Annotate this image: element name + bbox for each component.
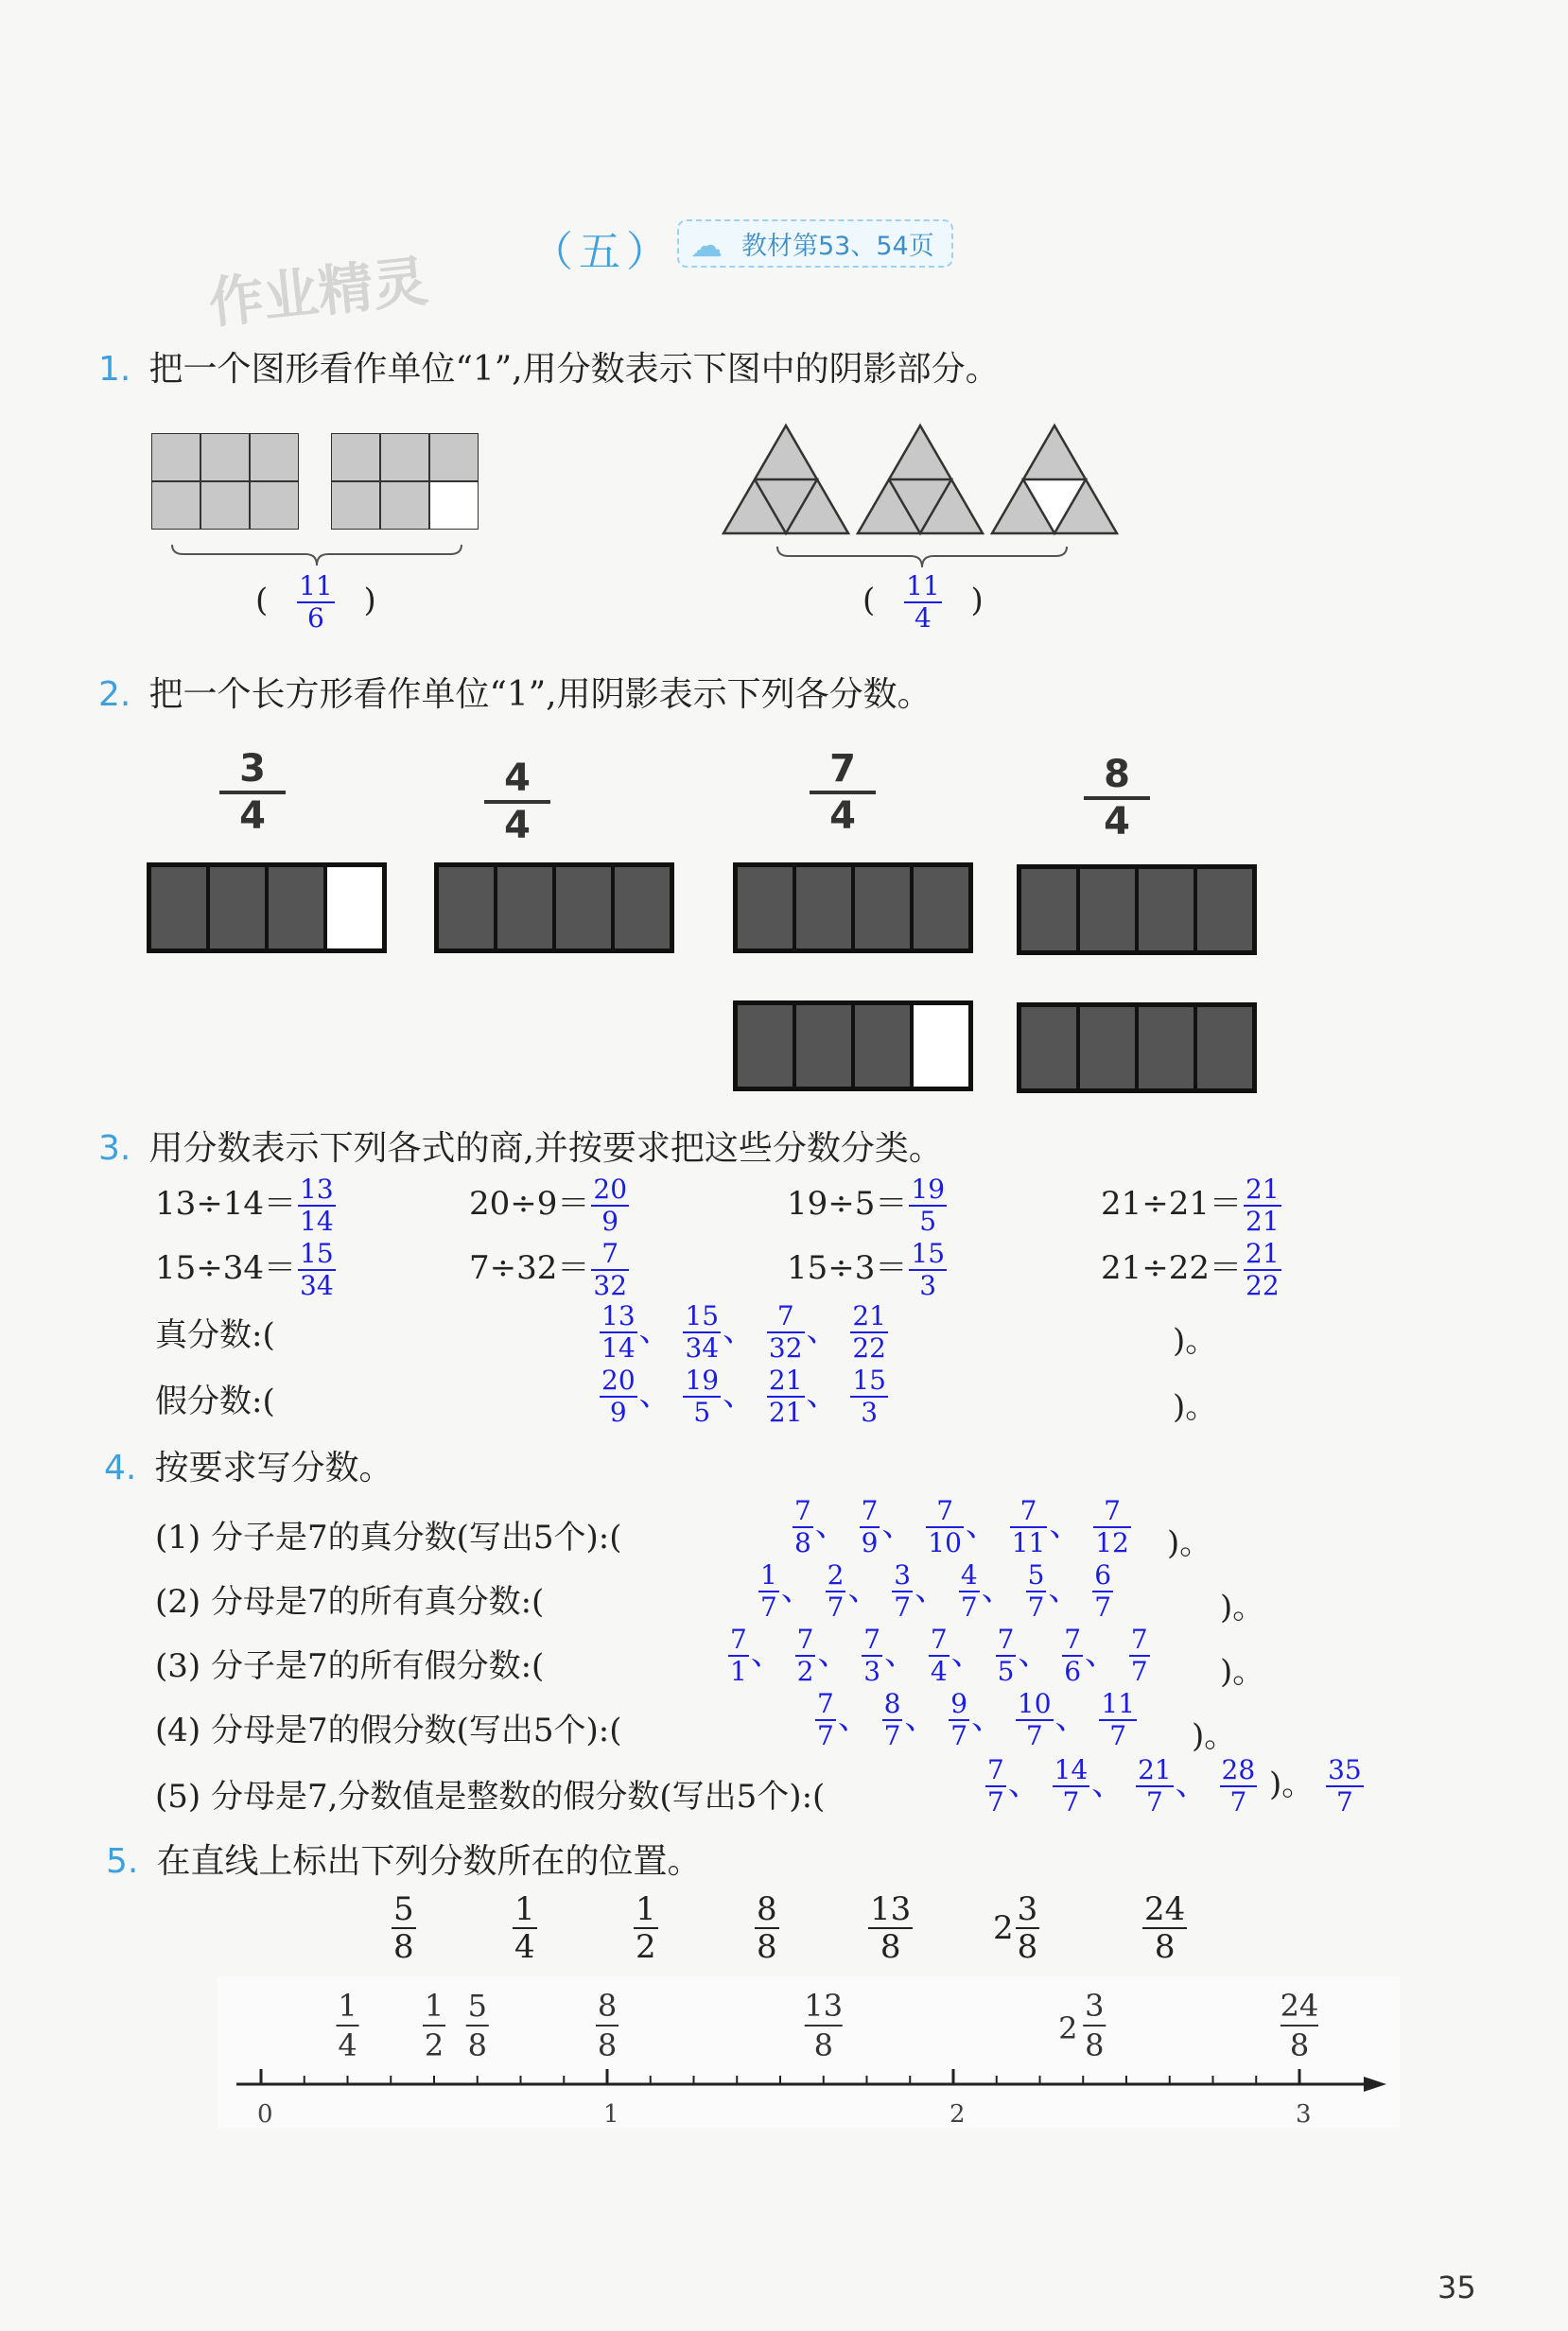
- q4-number: 4.: [104, 1449, 137, 1487]
- q2-rect-7-4-b: [733, 1000, 973, 1091]
- q5-number: 5.: [106, 1842, 139, 1881]
- number-line-mark-whole: 2: [1058, 2010, 1078, 2046]
- q4-item-3-answers: $\frac{7}{1}$ 、 $\frac{7}{2}$ 、 $\frac{7}{3}$ 、 $\frac{7}{4}$ 、 $\frac{7}{5}$ 、 $\frac{7}{6}$ 、 $\frac{7}{7}$: [730, 1624, 1148, 1687]
- q2-fraction-8-4: 8 4: [1084, 755, 1150, 842]
- q1-rect-answer-fraction: $\frac{11}{6}$: [299, 570, 333, 634]
- q3-eq-8: 21÷22＝ $\frac{21}{22}$: [1101, 1238, 1280, 1301]
- q3-eq-4: 21÷21＝ $\frac{21}{21}$: [1101, 1174, 1280, 1237]
- number-line-mark-numerator: 5: [467, 1988, 487, 2024]
- number-line-mark-numerator: 3: [1085, 1988, 1105, 2024]
- q5-given-1: $\frac{5}{8}$: [393, 1890, 414, 1966]
- number-line-axis-label: 0: [257, 2100, 273, 2128]
- q5-given-4: $\frac{8}{8}$: [757, 1890, 777, 1966]
- section-title: （五）: [531, 228, 673, 276]
- textbook-ref-badge: [677, 219, 953, 268]
- q2-text: 把一个长方形看作单位“1”,用阴影表示下列各分数。: [148, 675, 932, 714]
- number-line-mark: [466, 1988, 489, 2063]
- q5-given-3: $\frac{1}{2}$: [636, 1890, 656, 1966]
- q1-rect-brace: [170, 541, 463, 569]
- q4-text: 按要求写分数。: [154, 1449, 393, 1487]
- number-line-mark: [423, 1988, 445, 2063]
- q3-improper-label: 假分数:(: [155, 1383, 275, 1420]
- q2-rect-7-4-a: [733, 862, 973, 953]
- q4-item-5-label: (5) 分母是7,分数值是整数的假分数(写出5个):(: [155, 1778, 826, 1816]
- q3-proper-close: )。: [1173, 1322, 1218, 1360]
- q5-number-line: [218, 1976, 1400, 2128]
- q3-proper-answers: $\frac{13}{14}$ 、 $\frac{15}{34}$ 、 $\frac{7}{32}$ 、 $\frac{21}{22}$: [601, 1300, 886, 1364]
- q1-heading: [98, 342, 1000, 391]
- q2-rect-8-4-b: [1017, 1002, 1257, 1093]
- textbook-ref-text: 教材第53、54页: [741, 232, 934, 261]
- number-line-mark-numerator: 24: [1280, 1988, 1319, 2024]
- q3-eq-7: 15÷3＝ $\frac{15}{3}$: [787, 1238, 946, 1301]
- q4-item-2-answers: $\frac{1}{7}$ 、 $\frac{2}{7}$ 、 $\frac{3}{7}$ 、 $\frac{4}{7}$ 、 $\frac{5}{7}$ 、 $\frac{6}{7}$: [760, 1559, 1112, 1623]
- q1-rect-right: [331, 433, 479, 530]
- q4-item-2-close: )。: [1220, 1589, 1265, 1626]
- q2-heading: [98, 668, 932, 716]
- q2-rect-3-4: [147, 862, 387, 953]
- q3-eq-3: 19÷5＝ $\frac{19}{5}$: [787, 1174, 946, 1237]
- q5-given-7: $\frac{24}{8}$: [1144, 1890, 1186, 1966]
- number-line-mark-numerator: 8: [597, 1988, 618, 2024]
- page-number: 35: [1437, 2270, 1476, 2305]
- number-line-mark-numerator: 1: [424, 1988, 444, 2024]
- q3-proper-label: 真分数:(: [155, 1316, 275, 1354]
- cloud-icon: ☁: [690, 227, 723, 265]
- number-line-mark-denominator: 8: [1289, 2027, 1310, 2063]
- q1-rect-answer: ( $\frac{11}{6}$ ): [255, 570, 376, 634]
- q4-item-5-answers: $\frac{7}{7}$ 、 $\frac{14}{7}$ 、 $\frac{21}{7}$ 、 $\frac{28}{7}$ )。 $\frac{35}{7}$: [987, 1754, 1362, 1818]
- number-line-mark-denominator: 8: [597, 2027, 618, 2063]
- q1-triangles: [719, 422, 1135, 539]
- q1-tri-brace: [775, 543, 1069, 571]
- q1-number: 1.: [98, 350, 131, 389]
- q3-eq-5: 15÷34＝ $\frac{15}{34}$: [155, 1238, 334, 1301]
- number-line-mark-denominator: 8: [467, 2027, 487, 2063]
- number-line-axis-label: 3: [1296, 2100, 1312, 2128]
- q1-rect-left: [151, 433, 299, 530]
- q4-item-3-label: (3) 分子是7的所有假分数:(: [155, 1647, 545, 1685]
- number-line-mark: [596, 1988, 618, 2063]
- q5-given-2: $\frac{1}{4}$: [514, 1890, 535, 1966]
- number-line-mark-denominator: 8: [1085, 2027, 1105, 2063]
- q4-item-4-close: )。: [1192, 1717, 1237, 1755]
- q4-item-1-answers: $\frac{7}{8}$ 、 $\frac{7}{9}$ 、 $\frac{7}{10}$ 、 $\frac{7}{11}$ 、 $\frac{7}{12}$: [794, 1495, 1129, 1558]
- q4-item-4-label: (4) 分母是7的假分数(写出5个):(: [155, 1712, 622, 1749]
- q4-item-4-answers: $\frac{7}{7}$ 、 $\frac{8}{7}$ 、 $\frac{9}{7}$ 、 $\frac{10}{7}$ 、 $\frac{11}{7}$: [817, 1688, 1136, 1751]
- q5-heading: [106, 1835, 701, 1883]
- q3-improper-close: )。: [1173, 1388, 1218, 1426]
- q4-heading: [104, 1441, 392, 1489]
- q3-heading: [98, 1122, 943, 1170]
- q2-fraction-7-4: 7 4: [810, 749, 876, 836]
- q2-rect-8-4-a: [1017, 864, 1257, 955]
- q4-item-2-label: (2) 分母是7的所有真分数:(: [155, 1583, 545, 1621]
- q1-tri-answer-fraction: $\frac{11}{4}$: [906, 570, 940, 634]
- q4-item-3-close: )。: [1220, 1653, 1265, 1691]
- q3-eq-1: 13÷14＝ $\frac{13}{14}$: [155, 1174, 334, 1237]
- q5-given-6: 2 $\frac{3}{8}$: [993, 1890, 1038, 1966]
- number-line-mark-denominator: 8: [813, 2027, 833, 2063]
- q2-fraction-4-4: 4 4: [484, 758, 550, 845]
- number-line-mark-denominator: 2: [424, 2027, 444, 2063]
- number-line-axis-label: 1: [603, 2100, 619, 2128]
- q3-improper-answers: $\frac{20}{9}$ 、 $\frac{19}{5}$ 、 $\frac{21}{21}$ 、 $\frac{15}{3}$: [601, 1365, 886, 1428]
- q1-tri-answer: ( $\frac{11}{4}$ ): [862, 570, 984, 634]
- q2-number: 2.: [98, 675, 131, 714]
- number-line-mark-numerator: 1: [338, 1988, 357, 2024]
- q2-rect-4-4: [434, 862, 674, 953]
- q3-text: 用分数表示下列各式的商,并按要求把这些分数分类。: [148, 1129, 943, 1168]
- number-line-mark: [337, 1988, 359, 2063]
- q4-item-1-close: )。: [1167, 1524, 1212, 1562]
- watermark-logo: 作业精灵: [205, 249, 431, 336]
- q5-text: 在直线上标出下列分数所在的位置。: [156, 1842, 702, 1881]
- q1-text: 把一个图形看作单位“1”,用分数表示下图中的阴影部分。: [148, 350, 1000, 389]
- q3-eq-6: 7÷32＝ $\frac{7}{32}$: [469, 1238, 628, 1301]
- q3-number: 3.: [98, 1129, 131, 1168]
- number-line-mark-denominator: 4: [338, 2027, 357, 2063]
- q3-eq-2: 20÷9＝ $\frac{20}{9}$: [469, 1174, 628, 1237]
- q4-item-1-label: (1) 分子是7的真分数(写出5个):(: [155, 1519, 622, 1557]
- number-line-mark-numerator: 13: [804, 1988, 844, 2024]
- number-line-axis-label: 2: [950, 2100, 966, 2128]
- q2-fraction-3-4: 3 4: [219, 749, 286, 836]
- q5-given-5: $\frac{13}{8}$: [870, 1890, 912, 1966]
